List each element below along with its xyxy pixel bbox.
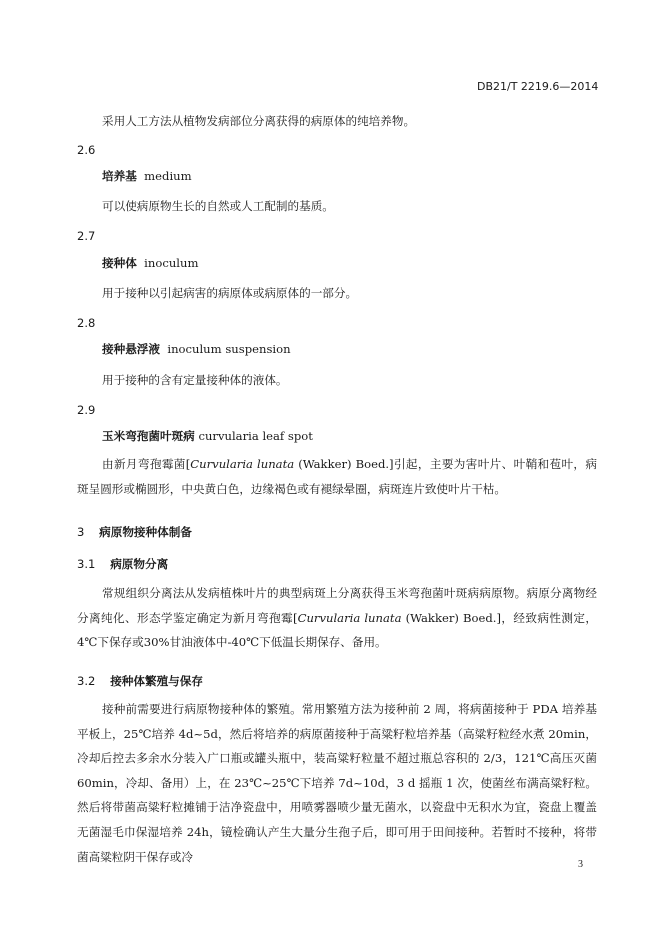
section-3-1-title: 病原物分离: [110, 557, 169, 571]
section-3-1-num: 3.1: [77, 557, 96, 571]
term-en: medium: [144, 169, 192, 183]
clause-2-7: 2.7: [77, 229, 96, 243]
clause-2-9: 2.9: [77, 403, 96, 417]
term-2-7: [102, 255, 198, 271]
section-3-heading: [77, 524, 192, 540]
term-en: inoculum suspension: [167, 342, 291, 356]
section-3-1-heading: [77, 556, 168, 572]
term-2-6: [102, 168, 192, 184]
section-3-2-heading: [77, 673, 203, 689]
section-3-num: 3: [77, 525, 85, 539]
term-cn: 培养基: [102, 169, 137, 183]
term-cn: 接种体: [102, 256, 137, 270]
section-3-2-title: 接种体繁殖与保存: [110, 674, 203, 688]
section-3-title: 病原物接种体制备: [99, 525, 192, 539]
term-cn: 接种悬浮液: [102, 342, 160, 356]
def-2-7: 用于接种以引起病害的病原体或病原体的一部分。: [102, 286, 358, 300]
section-3-2-num: 3.2: [77, 674, 96, 688]
term-cn: 玉米弯孢菌叶斑病: [102, 429, 195, 443]
clause-2-6: 2.6: [77, 143, 96, 157]
def-2-8: 用于接种的含有定量接种体的液体。: [102, 373, 288, 387]
doc-id: DB21/T 2219.6—2014: [477, 80, 599, 93]
term-2-9: [102, 428, 313, 444]
clause-2-8: 2.8: [77, 316, 96, 330]
def-intro: 采用人工方法从植物发病部位分离获得的病原体的纯培养物。: [102, 114, 416, 128]
section-3-2-body: 接种前需要进行病原物接种体的繁殖。常用繁殖方法为接种前 2 周，将病菌接种于 PDA 培养基平板上，25℃培养 4d~5d，然后将培养的病原菌接种于高粱籽粒培养基（高粱籽粒经水煮 20min，冷却后控去多余水分装入广口瓶或罐头瓶中，装高粱籽粒量不超过瓶总容积的 2/3，121℃高压灭菌 60min，冷却、备用）上，在 23℃~25℃下培养 7d~10d，3 d 摇瓶 1 次，使菌丝布满高粱籽粒。然后将带菌高粱籽粒摊铺于洁净瓷盘中，用喷雾器喷少量无菌水，以瓷盘中无积水为宜，瓷盘上覆盖无菌湿毛巾保湿培养 24h，镜检确认产生大量分生孢子后，即可用于田间接种。若暂时不接种，将带菌高粱粒阴干保存或冷: [77, 702, 597, 864]
section-3-1-body: 常规组织分离法从发病植株叶片的典型病斑上分离获得玉米弯孢菌叶斑病病原物。病原分离物经分离纯化、形态学鉴定确定为新月弯孢霉[Curvularia lunata (Wakker) Boed.]，经致病性测定，4℃下保存或30%甘油液体中-40℃下低温长期保存、备用。: [77, 586, 598, 650]
def-2-6: 可以使病原物生长的自然或人工配制的基质。: [102, 199, 334, 213]
def-2-9: 由新月弯孢霉菌[Curvularia lunata (Wakker) Boed.]引起，主要为害叶片、叶鞘和苞叶，病斑呈圆形或椭圆形，中央黄白色，边缘褐色或有褪绿晕圈，病斑连片致使叶片干枯。: [77, 457, 597, 496]
term-en: inoculum: [144, 256, 199, 270]
term-en: curvularia leaf spot: [198, 429, 313, 443]
term-2-8: [102, 341, 291, 357]
page-number: 3: [578, 859, 583, 870]
